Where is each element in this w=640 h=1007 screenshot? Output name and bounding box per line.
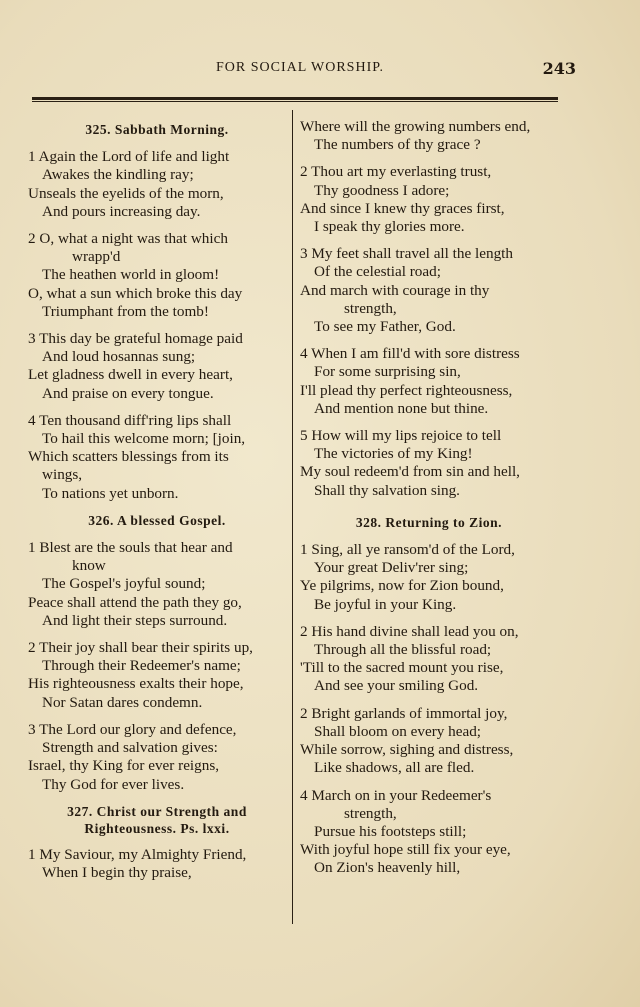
verse-line: The victories of my King! bbox=[314, 445, 473, 463]
stanza bbox=[26, 330, 288, 403]
verse-line: strength, bbox=[344, 804, 397, 822]
verse-line: Ye pilgrims, now for Zion bound, bbox=[300, 577, 504, 595]
verse-line: O, what a sun which broke this day bbox=[28, 284, 243, 302]
verse-line: Of the celestial road; bbox=[314, 263, 441, 281]
hymn-title: 326. A blessed Gospel. bbox=[88, 512, 226, 528]
stanza bbox=[298, 163, 560, 236]
stanza bbox=[26, 412, 288, 503]
verse-line: 1 My Saviour, my Almighty Friend, bbox=[28, 845, 247, 863]
verse-line: 3 My feet shall travel all the length bbox=[300, 245, 513, 263]
page-number: 243 bbox=[542, 59, 576, 78]
verse-line: His righteousness exalts their hope, bbox=[28, 675, 244, 693]
verse-line: Like shadows, all are fled. bbox=[314, 759, 475, 777]
verse-line: 'Till to the sacred mount you rise, bbox=[300, 659, 504, 677]
verse-line: Where will the growing numbers end, bbox=[300, 118, 531, 135]
verse-line: 1 Sing, all ye ransom'd of the Lord, bbox=[300, 541, 515, 559]
verse-line: Peace shall attend the path they go, bbox=[28, 593, 242, 611]
verse-line: Triumphant from the tomb! bbox=[42, 302, 209, 320]
verse-line: I'll plead thy perfect righteousness, bbox=[300, 381, 513, 399]
verse-line: Awakes the kindling ray; bbox=[42, 166, 194, 184]
verse-line: And pours increasing day. bbox=[42, 202, 201, 220]
verse-line: And loud hosannas sung; bbox=[42, 348, 196, 366]
verse-line: 4 March on in your Redeemer's bbox=[300, 786, 492, 804]
header-rule bbox=[32, 97, 558, 100]
hymn-title: 328. Returning to Zion. bbox=[355, 514, 503, 530]
verse-line: And light their steps surround. bbox=[42, 611, 228, 629]
verse-line: 2 Bright garlands of immortal joy, bbox=[300, 704, 508, 722]
verse-line: Thy goodness I adore; bbox=[314, 181, 450, 199]
stanza bbox=[298, 705, 560, 778]
verse-line: My soul redeem'd from sin and hell, bbox=[300, 463, 520, 481]
verse-line: strength, bbox=[344, 299, 397, 317]
stanza bbox=[298, 541, 560, 614]
verse-line: To see my Father, God. bbox=[314, 318, 456, 336]
verse-line: Nor Satan dares condemn. bbox=[42, 693, 203, 711]
hymn-326 bbox=[26, 512, 288, 794]
verse-line: Pursue his footsteps still; bbox=[314, 822, 467, 840]
verse-line: The Gospel's joyful sound; bbox=[42, 575, 206, 593]
verse-line: 1 Blest are the souls that hear and bbox=[28, 539, 233, 557]
verse-line: wrapp'd bbox=[72, 248, 121, 266]
stanza bbox=[26, 846, 288, 882]
verse-line: 2 Thou art my everlasting trust, bbox=[300, 163, 492, 181]
stanza bbox=[26, 148, 288, 221]
running-header: FOR SOCIAL WORSHIP. bbox=[216, 60, 384, 75]
hymn-328 bbox=[298, 514, 560, 878]
verse-line: Through their Redeemer's name; bbox=[42, 657, 241, 675]
column-divider bbox=[292, 110, 293, 924]
verse-line: 5 How will my lips rejoice to tell bbox=[300, 427, 502, 445]
verse-line: Through all the blissful road; bbox=[314, 641, 492, 659]
verse-line: 4 When I am fill'd with sore distress bbox=[300, 345, 520, 363]
stanza bbox=[298, 787, 560, 878]
verse-line: And praise on every tongue. bbox=[42, 384, 214, 402]
verse-line: Which scatters blessings from its bbox=[28, 448, 229, 466]
verse-line: know bbox=[72, 557, 106, 575]
verse-line: With joyful hope still fix your eye, bbox=[300, 841, 511, 859]
verse-line: 1 Again the Lord of life and light bbox=[28, 148, 230, 166]
hymn-title-line: Righteousness. Ps. lxxi. bbox=[84, 820, 230, 836]
verse-line: To hail this welcome morn; [join, bbox=[42, 430, 246, 448]
verse-line: 4 Ten thousand diff'ring lips shall bbox=[28, 411, 232, 429]
left-column bbox=[26, 118, 288, 891]
stanza bbox=[298, 427, 560, 500]
right-column bbox=[298, 118, 560, 887]
verse-line: wings, bbox=[42, 466, 83, 484]
continuation-stanza bbox=[298, 118, 560, 154]
verse-line: The heathen world in gloom! bbox=[42, 266, 220, 284]
stanza bbox=[298, 623, 560, 696]
verse-line: Your great Deliv'rer sing; bbox=[314, 559, 469, 577]
verse-line: And mention none but thine. bbox=[314, 399, 489, 417]
verse-line: Strength and salvation gives: bbox=[42, 739, 218, 757]
verse-line: 2 His hand divine shall lead you on, bbox=[300, 622, 519, 640]
verse-line: The numbers of thy grace ? bbox=[314, 136, 481, 154]
hymn-327 bbox=[26, 803, 288, 882]
verse-line: 3 The Lord our glory and defence, bbox=[28, 720, 237, 738]
verse-line: Unseals the eyelids of the morn, bbox=[28, 184, 224, 202]
stanza bbox=[298, 245, 560, 336]
hymn-325 bbox=[26, 121, 288, 503]
verse-line: 2 O, what a night was that which bbox=[28, 230, 228, 248]
header-rule-thin bbox=[32, 101, 558, 102]
verse-line: Shall thy salvation sing. bbox=[314, 481, 460, 499]
verse-line: On Zion's heavenly hill, bbox=[314, 859, 461, 877]
stanza bbox=[298, 345, 560, 418]
verse-line: 3 This day be grateful homage paid bbox=[28, 330, 243, 348]
verse-line: When I begin thy praise, bbox=[42, 863, 192, 881]
stanza bbox=[26, 721, 288, 794]
stanza bbox=[26, 539, 288, 630]
hymn-title bbox=[26, 803, 288, 837]
verse-line: To nations yet unborn. bbox=[42, 484, 179, 502]
verse-line: 2 Their joy shall bear their spirits up, bbox=[28, 639, 253, 657]
stanza bbox=[26, 639, 288, 712]
stanza bbox=[26, 230, 288, 321]
verse-line: For some surprising sin, bbox=[314, 363, 461, 381]
verse-line: And march with courage in thy bbox=[300, 281, 490, 299]
verse-line: Shall bloom on every head; bbox=[314, 722, 482, 740]
verse-line: Be joyful in your King. bbox=[314, 595, 457, 613]
hymn-title-line: 327. Christ our Strength and bbox=[67, 803, 247, 819]
verse-line: And see your smiling God. bbox=[314, 677, 479, 695]
verse-line: While sorrow, sighing and distress, bbox=[300, 741, 514, 759]
verse-line: And since I knew thy graces first, bbox=[300, 199, 505, 217]
hymn-title: 325. Sabbath Morning. bbox=[85, 122, 229, 137]
verse-line: Let gladness dwell in every heart, bbox=[28, 366, 233, 384]
verse-line: Thy God for ever lives. bbox=[42, 775, 185, 793]
verse-line: I speak thy glories more. bbox=[314, 218, 465, 236]
verse-line: Israel, thy King for ever reigns, bbox=[28, 757, 220, 775]
